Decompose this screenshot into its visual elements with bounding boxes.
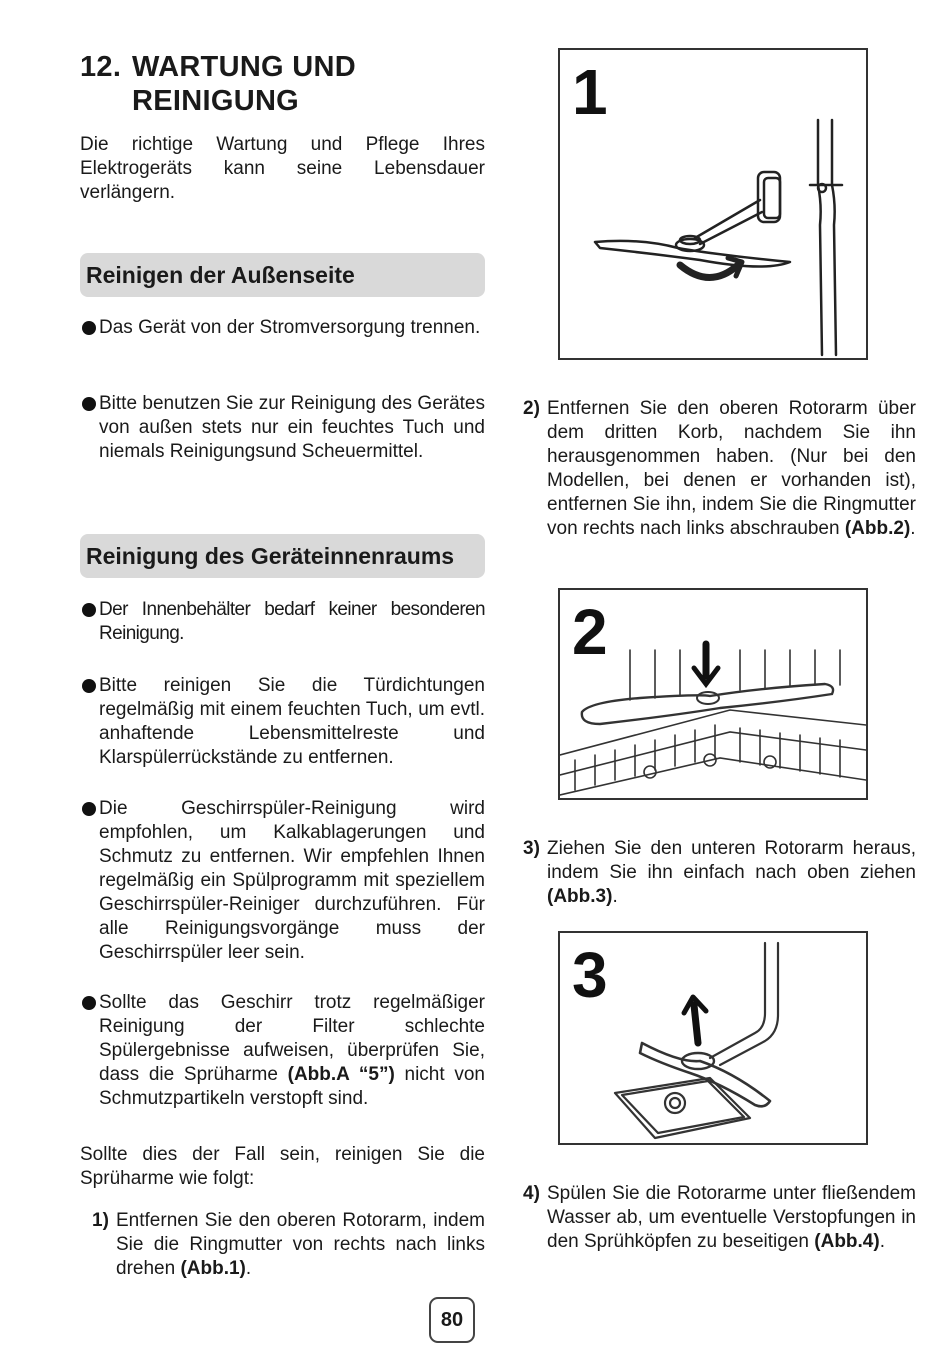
list-item	[80, 674, 485, 770]
lower-spray-arm-illustration	[560, 933, 866, 1143]
intro-paragraph: Die richtige Wartung und Pflege Ihres Elektrogeräts kann seine Lebensdauer verlängern.	[80, 134, 485, 203]
bullet-icon	[82, 679, 96, 693]
list-item	[80, 316, 485, 340]
figure-number: 1	[572, 56, 608, 128]
bullet-icon	[82, 996, 96, 1010]
section-number: 12.	[80, 51, 122, 83]
list-item	[80, 598, 485, 646]
page-number: 80	[429, 1297, 475, 1343]
followup-paragraph: Sollte dies der Fall sein, reinigen Sie die Sprüharme wie folgt:	[80, 1144, 485, 1189]
bullet-text: Sollte das Geschirr trotz regelmäßiger Reinigung der Filter schlechte Spülergebnisse aufweisen, überprüfen Sie, dass die Sprüharme (Abb.A “5”) nicht von Schmutzpartikeln verstopft sind.	[99, 992, 485, 1109]
step-4	[523, 1182, 916, 1254]
bullet-text: Der Innenbehälter bedarf keiner besonderen Reinigung.	[99, 599, 485, 644]
bullet-text: Die Geschirrspüler-Reinigung wird empfohlen, um Kalkablagerungen und Schmutz zu entfernen. Wir empfehlen Ihnen regelmäßig ein Spülprogramm mit speziellem Geschirrspüler-Reiniger durchzuführen. Für alle Reinigungsvorgänge muss der Geschirrspüler leer sein.	[99, 798, 485, 963]
step-number: 1)	[92, 1210, 109, 1231]
step-3	[523, 837, 916, 909]
section-title-line2: REINIGUNG	[132, 85, 300, 117]
step-number: 4)	[523, 1183, 540, 1204]
step-number: 2)	[523, 398, 540, 419]
third-basket-spray-arm-illustration	[560, 590, 866, 798]
step-number: 3)	[523, 838, 540, 859]
step-2	[523, 397, 916, 541]
section-title	[80, 50, 500, 118]
step-text: Entfernen Sie den oberen Rotorarm über dem dritten Korb, nachdem Sie ihn herausgenommen haben. (Nur bei den Modellen, bei denen er vorhanden ist), entfernen Sie ihn, indem Sie die Ringmutter von rechts nach links abschrauben (Abb.2).	[547, 398, 916, 539]
step-text: Spülen Sie die Rotorarme unter fließendem Wasser ab, um eventuelle Verstopfungen in den Sprühköpfen zu beseitigen (Abb.4).	[547, 1183, 916, 1252]
upper-spray-arm-illustration	[560, 50, 866, 358]
bullet-icon	[82, 321, 96, 335]
bullet-text: Das Gerät von der Stromversorgung trennen.	[99, 317, 481, 338]
list-item	[80, 392, 485, 464]
step-1	[92, 1209, 485, 1281]
bullet-icon	[82, 802, 96, 816]
figure-number: 2	[572, 596, 608, 668]
figure-1	[558, 48, 868, 360]
bullet-icon	[82, 397, 96, 411]
figure-3	[558, 931, 868, 1145]
figure-2	[558, 588, 868, 800]
bullet-text: Bitte benutzen Sie zur Reinigung des Gerätes von außen stets nur ein feuchtes Tuch und niemals Reinigungsund Scheuermittel.	[99, 393, 485, 462]
list-item	[80, 797, 485, 965]
list-item	[80, 991, 485, 1111]
step-text: Entfernen Sie den oberen Rotorarm, indem Sie die Ringmutter von rechts nach links drehen (Abb.1).	[116, 1210, 485, 1279]
heading-interior-cleaning: Reinigung des Geräteinnenraums	[80, 534, 485, 578]
heading-exterior-cleaning: Reinigen der Außenseite	[80, 253, 485, 297]
bullet-text: Bitte reinigen Sie die Türdichtungen regelmäßig mit einem feuchten Tuch, um evtl. anhaftende Lebensmittelreste und Klarspülerrückstände zu entfernen.	[99, 675, 485, 768]
bullet-icon	[82, 603, 96, 617]
step-text: Ziehen Sie den unteren Rotorarm heraus, indem Sie ihn einfach nach oben ziehen (Abb.3).	[547, 838, 916, 907]
figure-number: 3	[572, 939, 608, 1011]
section-title-line1: WARTUNG UND	[132, 51, 357, 83]
